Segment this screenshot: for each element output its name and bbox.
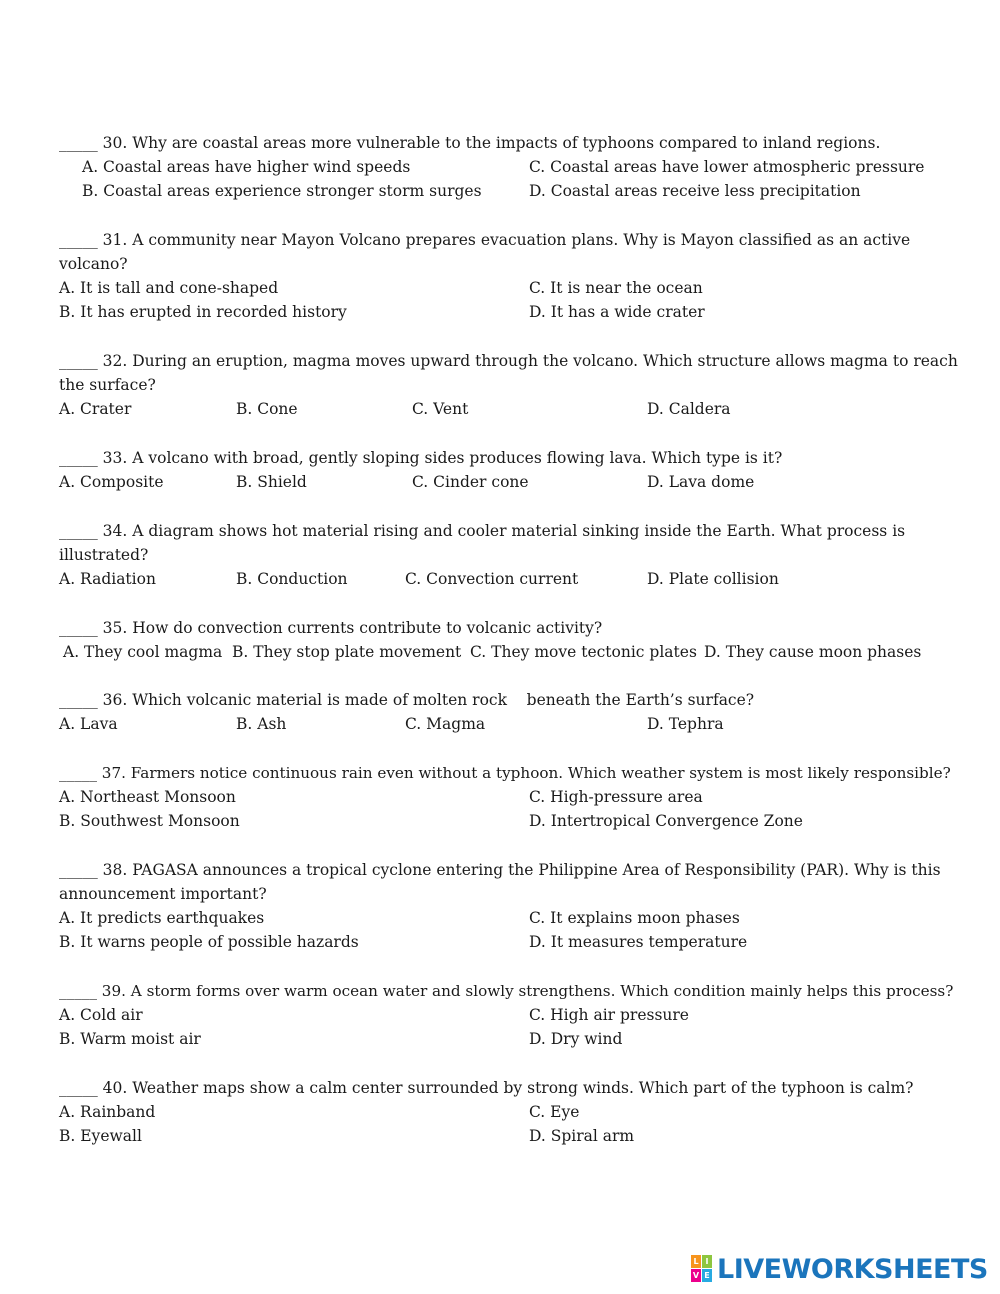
- question-32-stem-cont: the surface?: [59, 376, 156, 394]
- question-40-choice-a: A. Rainband: [59, 1103, 156, 1121]
- question-33-choice-c: C. Cinder cone: [412, 473, 529, 491]
- question-36-choice-a: A. Lava: [59, 715, 118, 733]
- question-34-choice-d: D. Plate collision: [647, 570, 779, 588]
- logo-square-e: E: [702, 1269, 712, 1282]
- question-32-stem: _____ 32. During an eruption, magma moves upward through the volcano. Which structure allows magma to reach: [59, 352, 958, 370]
- question-38-choice-d: D. It measures temperature: [529, 933, 748, 951]
- logo-square-l: L: [691, 1255, 701, 1268]
- question-39-choice-a: A. Cold air: [59, 1006, 143, 1024]
- question-37-choice-a: A. Northeast Monsoon: [59, 788, 236, 806]
- question-38-choice-a: A. It predicts earthquakes: [59, 909, 265, 927]
- question-34-stem-cont: illustrated?: [59, 546, 149, 564]
- question-31-stem-cont: volcano?: [59, 255, 128, 273]
- question-38-stem: _____ 38. PAGASA announces a tropical cyclone entering the Philippine Area of Responsibility (PAR). Why is this: [59, 861, 941, 879]
- logo-square-v: V: [692, 1271, 700, 1280]
- question-35-choice-d: D. They cause moon phases: [704, 643, 922, 661]
- question-37-choice-c: C. High-pressure area: [529, 788, 703, 806]
- question-34-stem: _____ 34. A diagram shows hot material rising and cooler material sinking inside the Earth. What process is: [59, 522, 906, 540]
- question-38-choice-b: B. It warns people of possible hazards: [59, 933, 359, 951]
- question-35-choice-a: A. They cool magma: [63, 643, 223, 661]
- question-30-choice-c: C. Coastal areas have lower atmospheric pressure: [529, 158, 925, 176]
- question-33-choice-a: A. Composite: [59, 473, 164, 491]
- question-40-choice-b: B. Eyewall: [59, 1127, 142, 1145]
- question-31-choice-b: B. It has erupted in recorded history: [59, 303, 347, 321]
- question-36-choice-d: D. Tephra: [647, 715, 724, 733]
- question-37-choice-b: B. Southwest Monsoon: [59, 812, 240, 830]
- question-32-choice-a: A. Crater: [59, 400, 132, 418]
- question-31-stem: _____ 31. A community near Mayon Volcano prepares evacuation plans. Why is Mayon classified as an active: [59, 231, 911, 249]
- question-32-choice-b: B. Cone: [236, 400, 298, 418]
- question-39-choice-c: C. High air pressure: [529, 1006, 689, 1024]
- question-31-choice-c: C. It is near the ocean: [529, 279, 703, 297]
- question-30-choice-d: D. Coastal areas receive less precipitation: [529, 182, 861, 200]
- question-30-choice-a: A. Coastal areas have higher wind speeds: [82, 158, 411, 176]
- question-31-choice-d: D. It has a wide crater: [529, 303, 705, 321]
- question-36-choice-b: B. Ash: [236, 715, 287, 733]
- question-31-choice-a: A. It is tall and cone-shaped: [59, 279, 279, 297]
- question-40-choice-d: D. Spiral arm: [529, 1127, 635, 1145]
- question-33-choice-b: B. Shield: [236, 473, 307, 491]
- question-36-stem: _____ 36. Which volcanic material is made of molten rock beneath the Earth’s surface?: [59, 691, 755, 709]
- question-38-choice-c: C. It explains moon phases: [529, 909, 740, 927]
- question-37-stem: _____ 37. Farmers notice continuous rain even without a typhoon. Which weather system is most likely responsible?: [59, 764, 951, 782]
- question-40-stem: _____ 40. Weather maps show a calm center surrounded by strong winds. Which part of the typhoon is calm?: [59, 1079, 914, 1097]
- question-37-choice-d: D. Intertropical Convergence Zone: [529, 812, 803, 830]
- logo-text: LIVEWORKSHEETS: [717, 1253, 988, 1285]
- logo-square-i: I: [702, 1255, 712, 1268]
- question-38-stem-cont: announcement important?: [59, 885, 267, 903]
- question-30-stem: _____ 30. Why are coastal areas more vulnerable to the impacts of typhoons compared to inland regions.: [59, 134, 881, 152]
- question-39-choice-d: D. Dry wind: [529, 1030, 623, 1048]
- question-30-choice-b: B. Coastal areas experience stronger storm surges: [82, 182, 482, 200]
- question-35-choice-c: C. They move tectonic plates: [470, 643, 697, 661]
- question-39-stem: _____ 39. A storm forms over warm ocean water and slowly strengthens. Which condition mainly helps this process?: [59, 982, 954, 1000]
- question-39-choice-b: B. Warm moist air: [59, 1030, 201, 1048]
- question-34-choice-a: A. Radiation: [59, 570, 156, 588]
- question-35-choice-b: B. They stop plate movement: [232, 643, 462, 661]
- liveworksheets-logo: [691, 1252, 988, 1286]
- question-33-choice-d: D. Lava dome: [647, 473, 755, 491]
- question-35-stem: _____ 35. How do convection currents contribute to volcanic activity?: [59, 619, 603, 637]
- question-32-choice-d: D. Caldera: [647, 400, 731, 418]
- question-32-choice-c: C. Vent: [412, 400, 469, 418]
- logo-squares-icon: [691, 1255, 713, 1283]
- question-34-choice-c: C. Convection current: [405, 570, 579, 588]
- question-40-choice-c: C. Eye: [529, 1103, 580, 1121]
- question-34-choice-b: B. Conduction: [236, 570, 348, 588]
- question-33-stem: _____ 33. A volcano with broad, gently sloping sides produces flowing lava. Which type is it?: [59, 449, 783, 467]
- question-36-choice-c: C. Magma: [405, 715, 486, 733]
